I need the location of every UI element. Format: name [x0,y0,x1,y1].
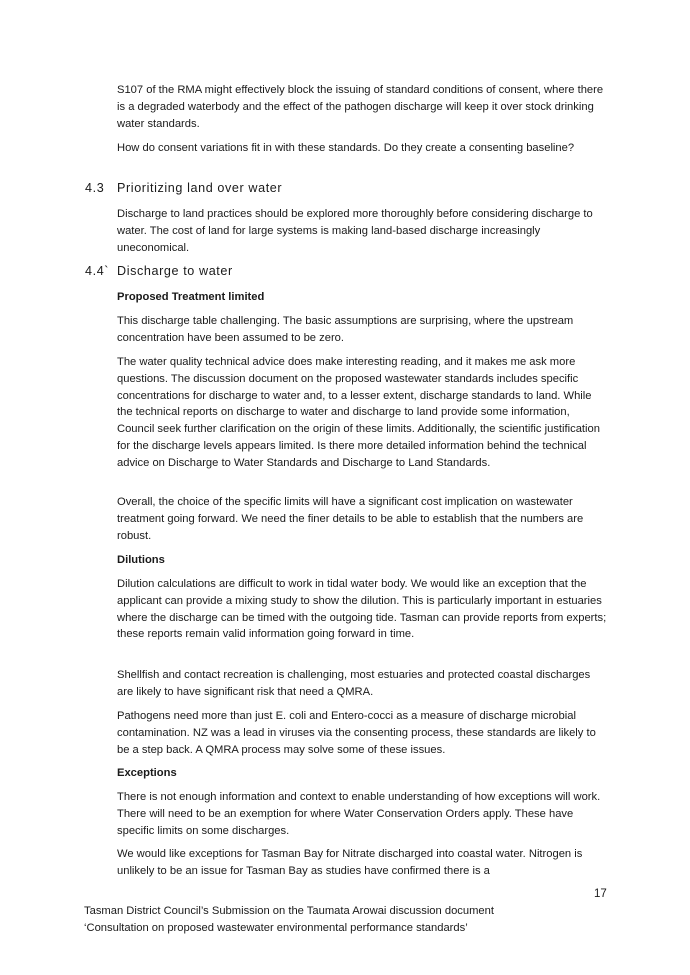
paragraph-dilution-calculations [117,576,609,643]
subheading-exceptions [117,765,609,781]
footer-line: Tasman District Council’s Submission on the Taumata Arowai discussion document [84,905,494,917]
subheading-dilutions [117,552,609,568]
paragraph-consent-variations [117,140,609,157]
paragraph-discharge-land [117,206,609,256]
paragraph-text: Discharge to land practices should be explored more thoroughly before considering discharge to water. The cost of land for large systems is making land-based discharge increasingly uneconomical. [117,208,593,254]
paragraph-discharge-table [117,313,609,347]
subheading-proposed-treatment [117,289,609,305]
paragraph-s107 [117,82,609,132]
heading-number: 4.4` [85,264,110,278]
paragraph-tasman-bay [117,846,609,880]
paragraph-technical-advice [117,354,609,472]
paragraph-text: S107 of the RMA might effectively block the issuing of standard conditions of consent, where there is a degraded waterbody and the effect of the pathogen discharge will keep it over stock drinking water standards. [117,84,604,130]
paragraph-text: How do consent variations fit in with these standards. Do they create a consenting baseline? [117,142,575,154]
paragraph-text: Dilution calculations are difficult to work in tidal water body. We would like an exception that the applicant can provide a mixing study to show the dilution. This is particularly important in estuaries where the discharge can be timed with the outgoing tide. Tasman can provide reports from experts; these reports remain valid information going forward in time. [117,578,607,641]
paragraph-cost-implication [117,494,609,544]
paragraph-pathogens [117,708,609,758]
paragraph-text: There is not enough information and context to enable understanding of how exceptions will work. There will need to be an exemption for where Water Conservation Orders apply. These have specific limits on some discharges. [117,791,601,837]
paragraph-text: The water quality technical advice does make interesting reading, and it makes me ask more questions. The discussion document on the proposed wastewater standards includes specific concentrations for discharge to water and, to a lesser extent, discharge standards to land. While the technical reports on discharge to water and discharge to land provide some information, Council seek further clarification on the origin of these limits. Additionally, the scientific justification for the discharge levels appears limited. Is there more detailed information behind the technical advice on Discharge to Water Standards and Discharge to Land Standards. [117,356,600,469]
page-number: 17 [594,888,607,900]
heading-number: 4.3 [85,181,105,195]
heading-4-4 [85,264,233,278]
paragraph-shellfish [117,667,609,701]
paragraph-text: This discharge table challenging. The basic assumptions are surprising, where the upstream concentration have been assumed to be zero. [117,315,574,344]
heading-title: Discharge to water [117,264,233,278]
subheading-text: Dilutions [117,554,165,566]
heading-4-3 [85,181,282,195]
paragraph-text: We would like exceptions for Tasman Bay for Nitrate discharged into coastal water. Nitrogen is unlikely to be an issue for Tasman Bay as studies have confirmed there is a [117,848,583,877]
paragraph-exceptions-info [117,789,609,839]
paragraph-text: Shellfish and contact recreation is challenging, most estuaries and protected coastal discharges are likely to have significant risk that need a QMRA. [117,669,591,698]
subheading-text: Proposed Treatment limited [117,291,265,303]
paragraph-text: Pathogens need more than just E. coli and Entero-cocci as a measure of discharge microbial contamination. NZ was a lead in viruses via the consenting process, these standards are likely to be a step back. A QMRA process may solve some of these issues. [117,710,596,756]
subheading-text: Exceptions [117,767,177,779]
heading-title: Prioritizing land over water [117,181,283,195]
footer-line: ‘Consultation on proposed wastewater environmental performance standards’ [84,921,468,934]
document-footer [84,903,494,936]
paragraph-text: Overall, the choice of the specific limits will have a significant cost implication on wastewater treatment going forward. We need the finer details to be able to establish that the numbers are robust. [117,496,584,542]
